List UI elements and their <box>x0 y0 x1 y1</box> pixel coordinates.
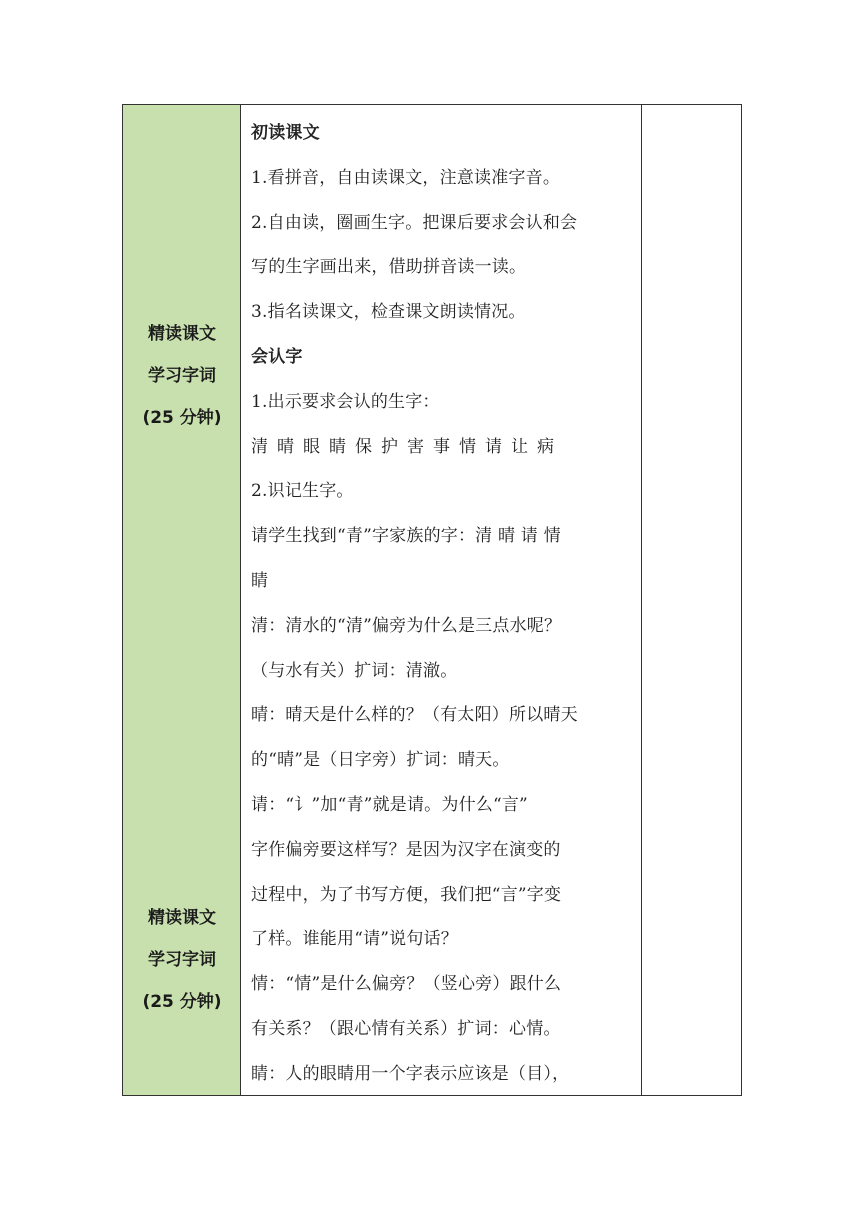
content-line: 1.出示要求会认的生字： <box>251 391 440 412</box>
section-label-line: 精读课文 <box>148 324 216 344</box>
content-line: 过程中，为了书写方便，我们把“言”字变 <box>251 884 562 905</box>
content-line: 字作偏旁要这样写？是因为汉字在演变的 <box>251 839 561 860</box>
content-line: 清晴眼睛保护害事情请让病 <box>251 436 563 457</box>
content-line: 睛：人的眼睛用一个字表示应该是（目）， <box>251 1063 570 1084</box>
content-line: 请：“讠”加“青”就是请。为什么“言” <box>251 794 528 815</box>
content-line: 1.看拼音，自由读课文，注意读准字音。 <box>251 167 561 188</box>
content-line: 的“晴”是（日字旁）扩词：晴天。 <box>251 750 510 771</box>
notes-column-divider <box>641 105 642 1095</box>
section-label-line: 精读课文 <box>148 908 216 928</box>
content-line: 3.指名读课文，检查课文朗读情况。 <box>251 302 526 323</box>
section-heading: 会认字 <box>251 346 303 367</box>
content-line: 2.自由读，圈画生字。把课后要求会认和会 <box>251 212 578 233</box>
content-line: 请学生找到“青”字家族的字：清 晴 请 情 <box>251 526 561 547</box>
content-line: （与水有关）扩词：清澈。 <box>251 660 458 681</box>
content-line: 写的生字画出来，借助拼音读一读。 <box>251 257 527 278</box>
section-label-1 <box>123 313 241 439</box>
content-line: 了样。谁能用“请”说句话？ <box>251 929 458 950</box>
section-heading: 初读课文 <box>251 123 320 143</box>
lesson-content <box>251 111 633 1097</box>
section-label-2 <box>123 897 241 1023</box>
content-line: 2.识记生字。 <box>251 481 354 502</box>
content-line: 情：“情”是什么偏旁？（竖心旁）跟什么 <box>251 974 562 995</box>
content-line: 晴：晴天是什么样的？（有太阳）所以晴天 <box>251 705 578 726</box>
content-line: 清：清水的“清”偏旁为什么是三点水呢？ <box>251 615 562 636</box>
content-line: 睛 <box>251 570 269 591</box>
section-label-line: (25 分钟) <box>142 992 222 1012</box>
section-label-line: 学习字词 <box>148 950 216 970</box>
section-label-line: (25 分钟) <box>142 408 222 428</box>
lesson-table <box>122 104 742 1096</box>
content-line: 有关系？（跟心情有关系）扩词：心情。 <box>251 1018 561 1039</box>
section-label-column <box>123 105 241 1095</box>
section-label-line: 学习字词 <box>148 366 216 386</box>
